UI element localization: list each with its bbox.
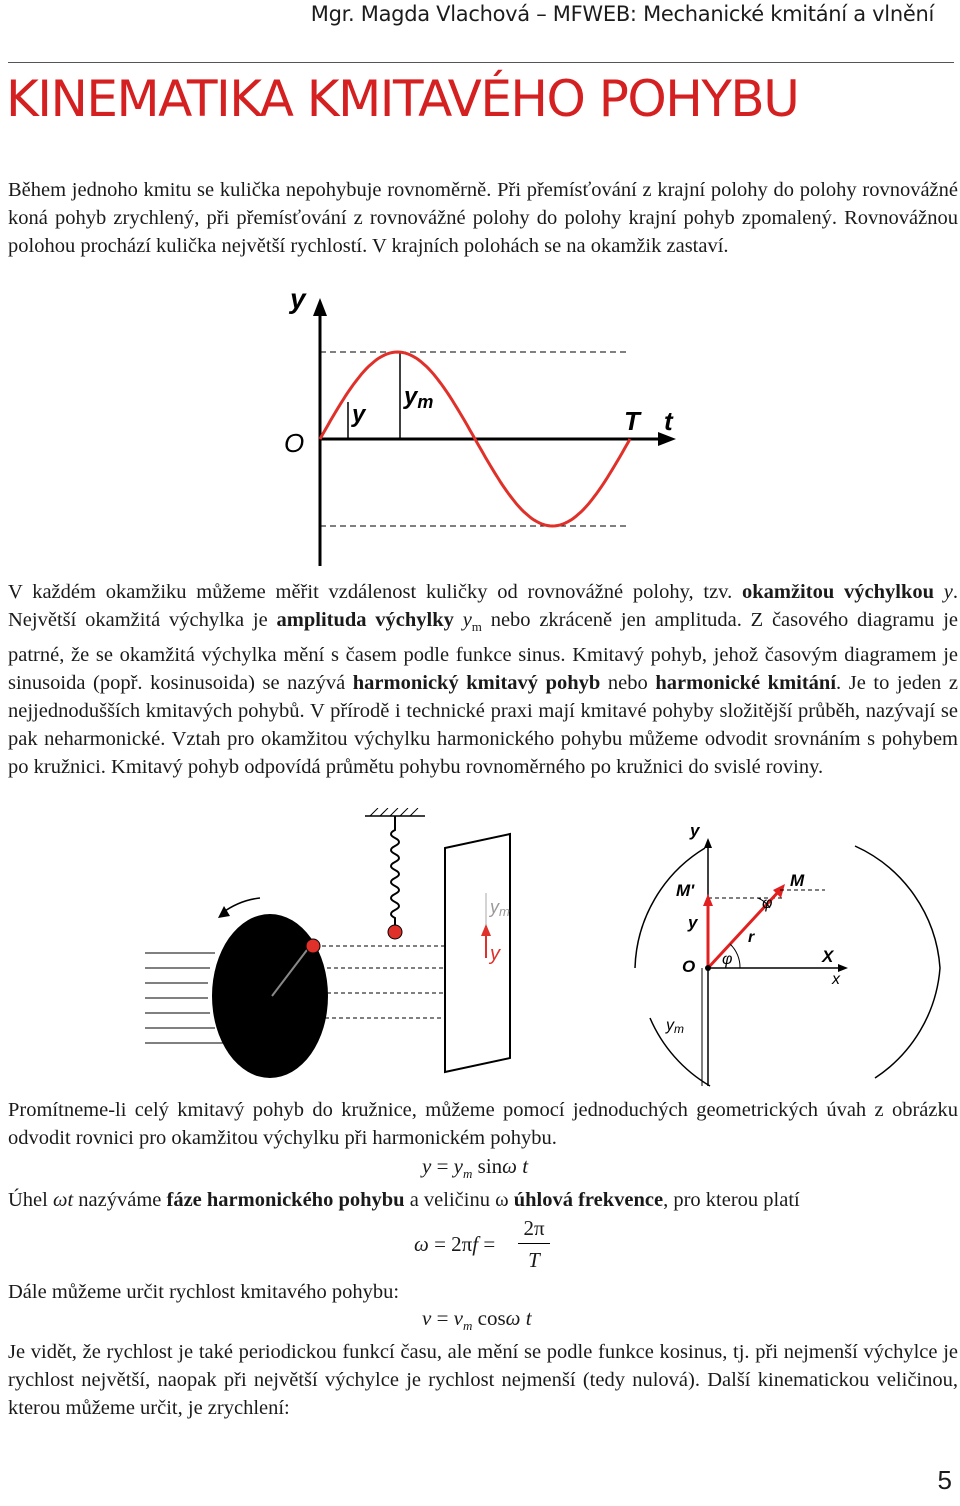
x-point-label: X [822,947,834,966]
x-axis-label: x [832,971,840,988]
spring-ball [388,925,402,939]
circle-arc-left [635,848,705,968]
phi-upper-label: φ [762,895,773,912]
circle-arc-upper [855,846,940,968]
projection-screen [445,834,510,1072]
circle-vector-diagram [630,818,960,1088]
ym-label: ym [404,383,434,412]
fig3-origin-label: O [682,957,696,976]
period-label: T [624,406,640,436]
m-label: M [790,871,805,890]
fig3-y-axis-label: y [690,821,700,840]
circle-arc-right [875,968,940,1078]
origin-label: O [284,428,305,458]
formula-velocity: $v = v_m$ cosω t [422,1306,532,1334]
paragraph-velocity: Je vidět, že rychlost je také periodickou funkcí času, ale mění se podle funkce kosinus, tj. při nejmenší výchylce je rychlost největší, naopak při největší výchylce je rychlost nejmenší (tedy nulová). Další kinematickou veličinou, kterou můžeme určit, je zrychlení: [8,1341,958,1419]
r-label: r [748,929,755,946]
disc-marker-ball [306,939,320,953]
disc-projection-figure [140,808,550,1078]
sine-time-diagram [280,288,700,568]
page-number: 5 [937,1465,952,1495]
paragraph-definitions: V každém okamžiku můžeme měřit vzdálenost kuličky od rovnovážné polohy, tzv. okamžitou výchylkou y. Největší okamžitá výchylka je amplituda výchylky $y_m$ nebo zkráceně jen amplituda. Z časového diagramu je patrné, že se okamžitá výchylka mění s časem podle funkce sinus. Kmitavý pohyb, jehož časovým diagramem je sinusoida (popř. kosinusoida) se nazývá harmonický kmitavý pohyb nebo harmonické kmitání. Je to jeden z nejjednodušších kmitavých pohybů. V přírodě i technické praxi mají kmitavé pohyby složitější průběh, nazývají se pak neharmonické. Vztah pro okamžitou výchylku harmonického pohybu můžeme odvodit srovnáním s pohybem po kružnici. Kmitavý pohyb odpovídá průmětu pohybu rovnoměrného po kružnici do svislé roviny. [8,581,958,779]
y-axis-label: y [290,288,306,314]
page-header: Mgr. Magda Vlachová – MFWEB: Mechanické kmitání a vlnění [310,2,934,26]
formula-displacement: $y = y_m$ sinω t [422,1154,529,1182]
fig3-ym-label: ym [666,1017,684,1036]
rotation-arrow [222,898,260,913]
spring [391,816,399,926]
paragraph-phase: Úhel ωt nazýváme fáze harmonického pohybu a veličinu ω úhlová frekvence, pro kterou platí [8,1189,800,1211]
paragraph-intro: Během jednoho kmitu se kulička nepohybuje rovnoměrně. Při přemísťování z krajní polohy do polohy rovnovážné koná pohyb zrychlený, při přemísťování z rovnovážné polohy do polohy krajní pohyb zpomalený. Rovnovážnou polohou prochází kulička největší rychlostí. V krajních polohách se na okamžik zastaví. [8,179,958,257]
y-label: y [352,401,366,428]
header-divider [8,62,954,63]
phi-lower-label: φ [722,951,733,968]
m-prime-label: M' [676,881,695,900]
screen-ym-label: ym [490,897,510,919]
formula-angular-frequency: ω = 2πf = 2π T [414,1216,564,1272]
paragraph-velocity-intro: Dále můžeme určit rychlost kmitavého pohybu: [8,1281,400,1303]
screen-y-label: y [490,943,500,965]
support-hatch [365,808,425,816]
t-axis-label: t [664,406,673,436]
y-axis-arrow [313,298,327,316]
rotating-disc [212,914,328,1078]
fig3-y-label: y [688,913,698,932]
paragraph-projection: Promítneme-li celý kmitavý pohyb do kružnice, můžeme pomocí jednoduchých geometrických úvah z obrázku odvodit rovnici pro okamžitou výchylku při harmonickém pohybu. [8,1099,958,1149]
page-title: KINEMATIKA KMITAVÉHO POHYBU [6,70,799,128]
